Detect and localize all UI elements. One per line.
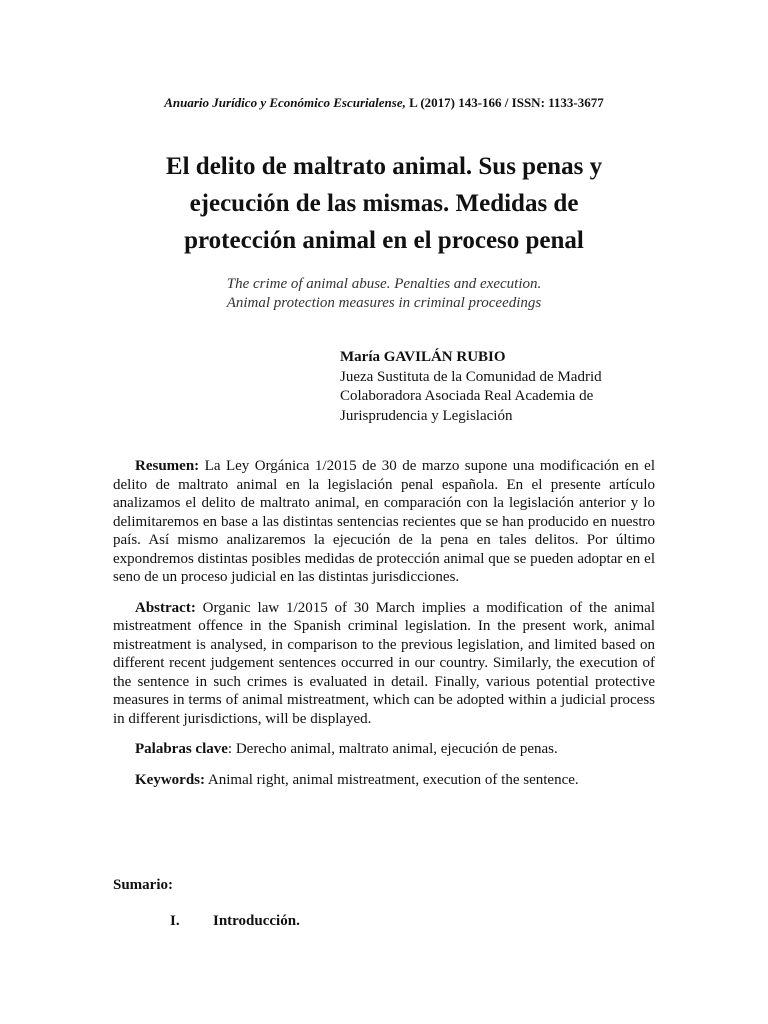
subtitle-line: Animal protection measures in criminal proceedings (226, 295, 542, 311)
title-line: protección animal en el proceso penal (184, 227, 584, 254)
resumen-paragraph (113, 457, 655, 587)
resumen-label: Resumen: (135, 458, 200, 474)
author-affiliation: Jurisprudencia y Legislación (340, 407, 513, 424)
toc-item-label: Introducción. (213, 913, 300, 929)
keywords-label: Keywords: (135, 771, 205, 788)
keywords-text: Animal right, animal mistreatment, execution of the sentence. (205, 771, 579, 788)
author-name: María GAVILÁN RUBIO (340, 349, 506, 365)
resumen-text: La Ley Orgánica 1/2015 de 30 de marzo supone una modificación en el delito de maltrato animal en la legislación penal española. En el presente artículo analizamos el delito de maltrato animal, en comparación con la legislación anterior y lo delimitaremos en base a las distintas sentencias recientes que se han producido en nuestro país. Así mismo analizaremos la ejecución de la pena en tales delitos. Por último expondremos distintas posibles medidas de protección animal que se pueden adoptar en el seno de un proceso judicial en las distintas jurisdicciones. (113, 458, 655, 585)
toc-item (170, 913, 300, 930)
english-title (120, 275, 648, 313)
journal-reference: L (2017) 143-166 / ISSN: 1133-3677 (405, 95, 604, 110)
palabras-clave-text: : Derecho animal, maltrato animal, ejecución de penas. (227, 741, 558, 757)
keywords-paragraph (113, 771, 655, 790)
author-affiliation: Jueza Sustituta de la Comunidad de Madrid (340, 368, 602, 385)
journal-header (0, 95, 768, 111)
title-line: ejecución de las mismas. Medidas de (189, 190, 579, 217)
subtitle-line: The crime of animal abuse. Penalties and execution. (226, 276, 542, 292)
abstract-text: Organic law 1/2015 of 30 March implies a modification of the animal mistreatment offence in the Spanish criminal legislation. In the present work, animal mistreatment is analysed, in comparison to the previous legislation, and limited based on different recent judgement sentences occurred in our country. Similarly, the execution of the sentence in such crimes is evaluated in detail. Finally, various potential protective measures in terms of animal mistreatment, which can be adopted within a judicial process in different jurisdictions, will be displayed. (113, 599, 655, 727)
toc-item-number: I. (170, 913, 180, 929)
palabras-clave-label: Palabras clave (135, 741, 228, 757)
abstract-paragraph (113, 599, 655, 729)
sumario-heading: Sumario: (113, 877, 173, 893)
palabras-clave-paragraph (113, 740, 655, 759)
abstract-section (113, 457, 655, 801)
article-title (100, 148, 668, 259)
author-block (340, 348, 670, 426)
journal-name: Anuario Jurídico y Económico Escurialense, (164, 95, 406, 110)
abstract-label: Abstract: (135, 599, 196, 616)
title-line: El delito de maltrato animal. Sus penas y (165, 153, 603, 180)
author-affiliation: Colaboradora Asociada Real Academia de (340, 388, 594, 404)
